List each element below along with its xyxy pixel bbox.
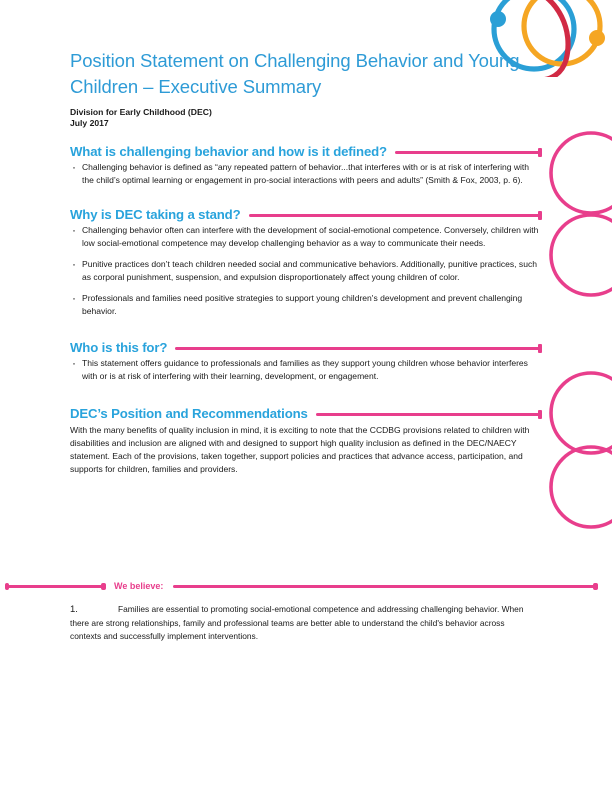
list-item: · Challenging behavior often can interfere with the development of social-emotional competence. Conversely, children with low social-emotional competence may develop challenging behavior as a way to communicate their needs. — [70, 224, 540, 250]
section-heading: Who is this for? — [70, 339, 168, 355]
amber-dot — [589, 30, 605, 46]
list-item-text: Families are essential to promoting social-emotional competence and addressing challenging behavior. When there are strong relationships, family and professional teams are better able to understand the child's behavior across contexts and successfully implement interventions. — [70, 604, 524, 642]
heading-row — [70, 144, 540, 159]
divider-rule-left — [8, 585, 104, 588]
list-item-number: 1. — [70, 604, 78, 615]
section-heading: DEC’s Position and Recommendations — [70, 405, 308, 421]
we-believe-label: We believe: — [114, 581, 164, 591]
we-believe-list — [70, 602, 532, 644]
heading-rule — [395, 151, 540, 154]
heading-rule — [249, 214, 541, 217]
heading-rule — [316, 413, 540, 416]
document-content — [70, 48, 540, 476]
pink-edge-circle-2 — [546, 210, 612, 300]
list-item: · Challenging behavior is defined as “any repeated pattern of behavior...that interferes with or is at risk of interfering with the child’s optimal learning or engagement in pro-social interactions with peers and adults” (Smith & Fox, 2003, p. 6). — [70, 161, 540, 187]
divider-rule-right — [173, 585, 595, 588]
bullet-list — [70, 224, 540, 318]
blue-dot — [490, 11, 506, 27]
we-believe-divider — [0, 578, 612, 594]
section-paragraph: With the many benefits of quality inclusion in mind, it is exciting to note that the CCDBG provisions related to children with disabilities and inclusion are aligned with and designed to support high quality inclusion as defined in the DEC/NAECY statement. Each of the provisions, taken together, support policies and practices that advance access, participation, and supports for children, families and providers. — [70, 424, 530, 474]
page-title: Position Statement on Challenging Behavior and Young Children – Executive Summary — [70, 50, 520, 98]
heading-rule — [175, 347, 540, 350]
section-who-is-this-for — [70, 340, 540, 383]
section-heading: Why is DEC taking a stand? — [70, 206, 241, 222]
section-heading: What is challenging behavior and how is it defined? — [70, 143, 387, 159]
section-why-is-dec-taking-a-stand — [70, 207, 540, 318]
bullet-list — [70, 357, 540, 383]
bullet-list — [70, 161, 540, 187]
list-item — [70, 602, 532, 644]
list-item: · Punitive practices don’t teach children needed social and communicative behaviors. Additionally, punitive practices, such as corporal punishment, suspension, and expulsion disproportionately affect young children of color. — [70, 258, 540, 284]
pink-edge-circle-1 — [546, 128, 612, 218]
heading-row — [70, 406, 540, 421]
heading-row — [70, 207, 540, 222]
list-item: · Professionals and families need positive strategies to support young children's development and prevent challenging behavior. — [70, 292, 540, 318]
date-line: July 2017 — [70, 118, 109, 129]
section-what-is-challenging-behavior — [70, 144, 540, 187]
section-dec-position-and-recommendations — [70, 406, 540, 476]
heading-row — [70, 340, 540, 355]
list-item: · This statement offers guidance to professionals and families as they support young children whose behavior interferes with or is at risk of interfering with their learning, development, or engagement. — [70, 357, 540, 383]
pink-edge-circle-3 — [546, 368, 612, 458]
organization-line: Division for Early Childhood (DEC) — [70, 106, 212, 117]
pink-edge-circle-4 — [546, 442, 612, 532]
